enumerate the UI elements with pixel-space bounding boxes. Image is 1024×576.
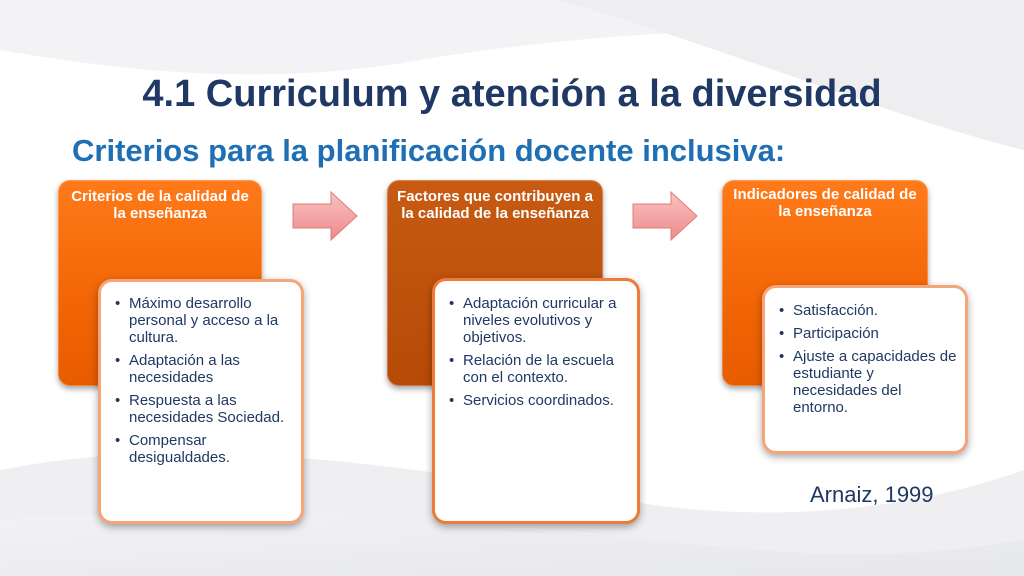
citation: Arnaiz, 1999 <box>810 482 934 507</box>
list-item: • Ajuste a capacidades de estudiante y necesidades del entorno. <box>779 348 957 416</box>
list-item: • Adaptación a las necesidades <box>115 352 291 386</box>
criteria-list <box>115 295 291 466</box>
list-item: • Satisfacción. <box>779 302 957 319</box>
factors-detail-box <box>432 278 640 524</box>
slide-subtitle: Criterios para la planificación docente inclusiva: <box>72 133 786 168</box>
list-item: • Respuesta a las necesidades Sociedad. <box>115 392 291 426</box>
indicators-detail-box <box>762 285 968 454</box>
factors-list <box>449 295 629 409</box>
criteria-detail-box <box>98 279 304 524</box>
factors-card-title: Factores que contribuyen a la calidad de la enseñanza <box>397 188 593 222</box>
list-item: • Servicios coordinados. <box>449 392 629 409</box>
right-arrow-icon <box>631 190 699 242</box>
list-item: • Participación <box>779 325 957 342</box>
indicators-card-title: Indicadores de calidad de la enseñanza <box>733 186 917 220</box>
indicators-list <box>779 302 957 416</box>
list-item: • Adaptación curricular a niveles evolutivos y objetivos. <box>449 295 629 346</box>
list-item: • Compensar desigualdades. <box>115 432 291 466</box>
list-item: • Máximo desarrollo personal y acceso a la cultura. <box>115 295 291 346</box>
slide-title: 4.1 Curriculum y atención a la diversidad <box>142 73 882 115</box>
right-arrow-icon <box>291 190 359 242</box>
list-item: • Relación de la escuela con el contexto. <box>449 352 629 386</box>
criteria-card-title: Criterios de la calidad de la enseñanza <box>71 188 249 222</box>
